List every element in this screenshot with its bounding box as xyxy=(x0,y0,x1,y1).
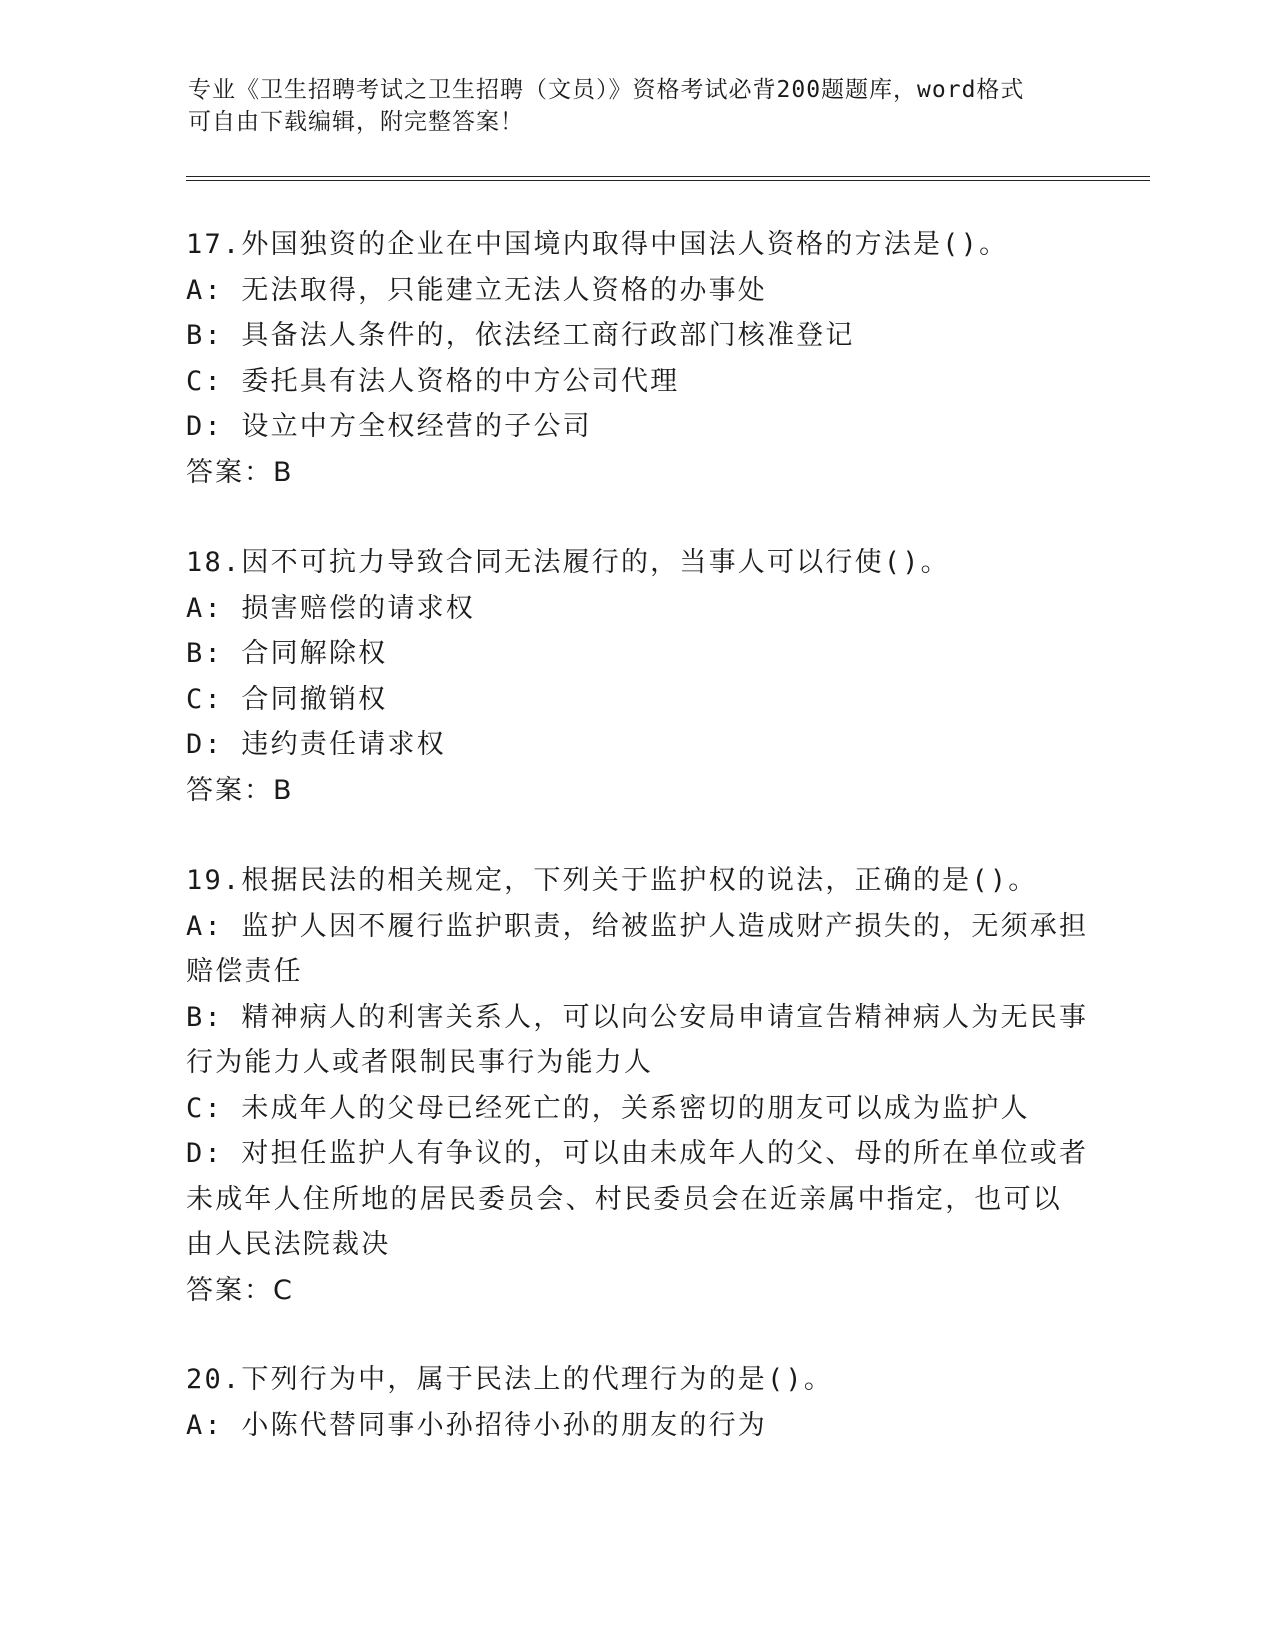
option-b: B: 具备法人条件的，依法经工商行政部门核准登记 xyxy=(186,320,855,351)
answer-line: 答案：B xyxy=(186,774,294,806)
question-19 xyxy=(186,858,1089,1313)
question-stem: 17.外国独资的企业在中国境内取得中国法人资格的方法是()。 xyxy=(186,229,1009,260)
option-d: D: 对担任监护人有争议的，可以由未成年人的父、母的所在单位或者 xyxy=(186,1138,1089,1169)
option-d-continued: 未成年人住所地的居民委员会、村民委员会在近亲属中指定，也可以 xyxy=(186,1183,1062,1215)
option-b: B: 精神病人的利害关系人，可以向公安局申请宣告精神病人为无民事 xyxy=(186,1001,1089,1033)
question-stem: 19.根据民法的相关规定，下列关于监护权的说法，正确的是()。 xyxy=(186,865,1038,896)
header-line: 可自由下载编辑，附完整答案！ xyxy=(188,109,524,135)
question-stem: 18.因不可抗力导致合同无法履行的，当事人可以行使()。 xyxy=(186,547,950,578)
option-a: A: 损害赔偿的请求权 xyxy=(186,592,475,624)
answer-line: 答案：C xyxy=(186,1274,294,1306)
header-divider xyxy=(186,176,1150,181)
answer-line: 答案：B xyxy=(186,456,294,488)
option-b: B: 合同解除权 xyxy=(186,638,388,669)
question-stem: 20.下列行为中，属于民法上的代理行为的是()。 xyxy=(186,1364,834,1395)
option-c: C: 委托具有法人资格的中方公司代理 xyxy=(186,365,680,397)
header-line: 专业《卫生招聘考试之卫生招聘（文员）》资格考试必背200题题库，word格式 xyxy=(188,77,1025,103)
question-20 xyxy=(186,1357,1086,1448)
option-d: D: 设立中方全权经营的子公司 xyxy=(186,411,592,442)
option-a: A: 小陈代替同事小孙招待小孙的朋友的行为 xyxy=(186,1409,767,1441)
option-a: A: 无法取得，只能建立无法人资格的办事处 xyxy=(186,274,767,306)
option-c: C: 合同撤销权 xyxy=(186,683,388,715)
question-18 xyxy=(186,540,1086,813)
option-b-continued: 行为能力人或者限制民事行为能力人 xyxy=(186,1047,654,1078)
document-header xyxy=(188,74,1088,138)
option-d-continued: 由人民法院裁决 xyxy=(186,1229,391,1260)
option-a-continued: 赔偿责任 xyxy=(186,956,303,987)
option-a: A: 监护人因不履行监护职责，给被监护人造成财产损失的，无须承担 xyxy=(186,910,1089,942)
question-17 xyxy=(186,222,1086,495)
option-c: C: 未成年人的父母已经死亡的，关系密切的朋友可以成为监护人 xyxy=(186,1092,1030,1124)
option-d: D: 违约责任请求权 xyxy=(186,729,446,760)
